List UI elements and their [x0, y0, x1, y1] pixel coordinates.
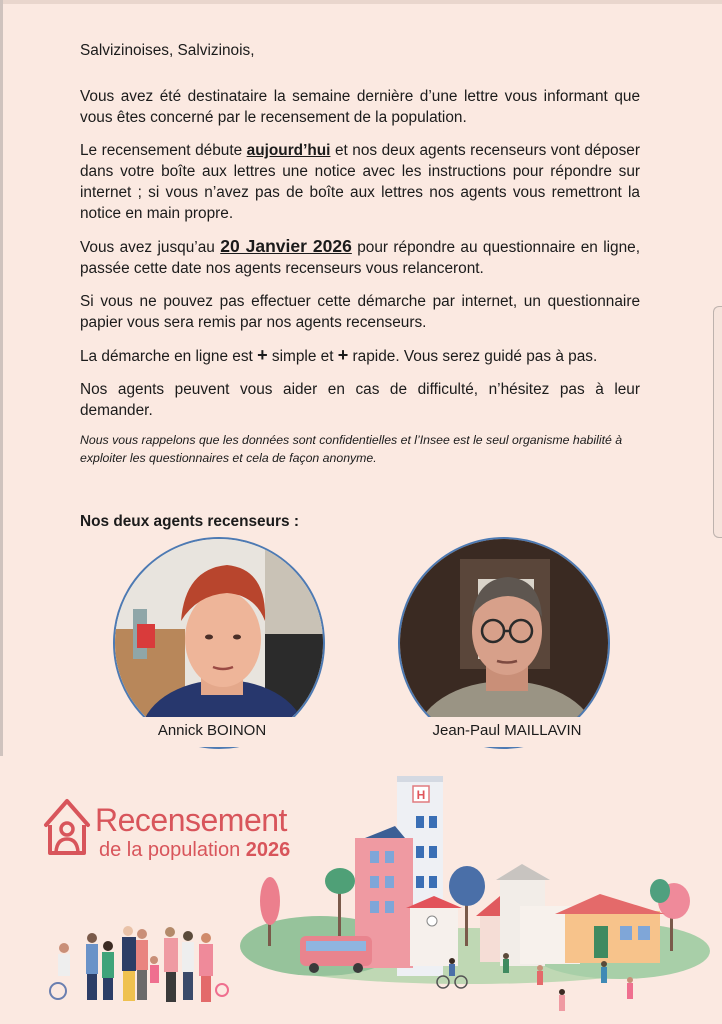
logo-subtitle-text: de la population [99, 839, 246, 861]
letter-body [80, 40, 640, 544]
plus-sign-1: + [257, 345, 268, 365]
agent-name-annick: Annick BOINON [157, 722, 267, 739]
side-scroll-tab[interactable] [713, 306, 722, 538]
confidentiality-note: Nous vous rappelons que les données sont confidentielles et l’Insee est le seul organisme habilité à exploiter les questionnaires et cela de façon anonyme. [80, 433, 623, 465]
paragraph-6: Nos agents peuvent vous aider en cas de difficulté, n’hésitez pas à leur demander. [80, 381, 640, 419]
p2-text-start: Le recensement débute [80, 142, 247, 159]
paragraph-3 [80, 236, 640, 279]
census-house-icon [42, 795, 92, 861]
campaign-banner [0, 756, 722, 1024]
logo-subtitle [99, 839, 290, 862]
town-illustration [0, 756, 722, 1024]
hospital-letter: H [416, 788, 426, 802]
deadline-date: 20 Janvier 2026 [220, 236, 352, 256]
paragraph-5 [80, 345, 640, 367]
agent-portrait-woman [115, 539, 323, 747]
plus-sign-2: + [337, 345, 349, 365]
paragraph-4: Si vous ne pouvez pas effectuer cette démarche par internet, un questionnaire papier vous sera remis par nos agents recenseurs. [80, 293, 640, 331]
logo-year: 2026 [245, 839, 291, 861]
agent-portrait-man [400, 539, 608, 747]
logo-title: Recensement [95, 802, 287, 838]
greeting: Salvizinoises, Salvizinois, [80, 42, 255, 59]
paragraph-2 [80, 140, 640, 224]
agent-name-jean-paul: Jean-Paul MAILLAVIN [432, 722, 582, 739]
page-top-border [0, 0, 722, 4]
p3-text-end: pour répondre au questionnaire en ligne, passée cette date nos agents recenseurs vous relanceront. [80, 239, 640, 277]
p3-text-start: Vous avez jusqu’au [80, 239, 221, 256]
p5-text-a: La démarche en ligne est [80, 348, 258, 365]
today-emphasis: aujourd’hui [246, 142, 331, 159]
p5-text-b: simple et [267, 348, 338, 365]
agents-heading: Nos deux agents recenseurs : [80, 513, 299, 530]
p2-text-end: et nos deux agents recenseurs vont déposer dans votre boîte aux lettres une notice avec les instructions pour répondre sur internet ; si vous n’avez pas de boîte aux lettres nos agents vous remettront la notice en main propre. [80, 142, 640, 222]
paragraph-1: Vous avez été destinataire la semaine dernière d’une lettre vous informant que vous êtes concerné par le recensement de la population. [80, 88, 640, 126]
p5-text-c: rapide. Vous serez guidé pas à pas. [348, 348, 598, 365]
page-left-border [0, 0, 3, 760]
